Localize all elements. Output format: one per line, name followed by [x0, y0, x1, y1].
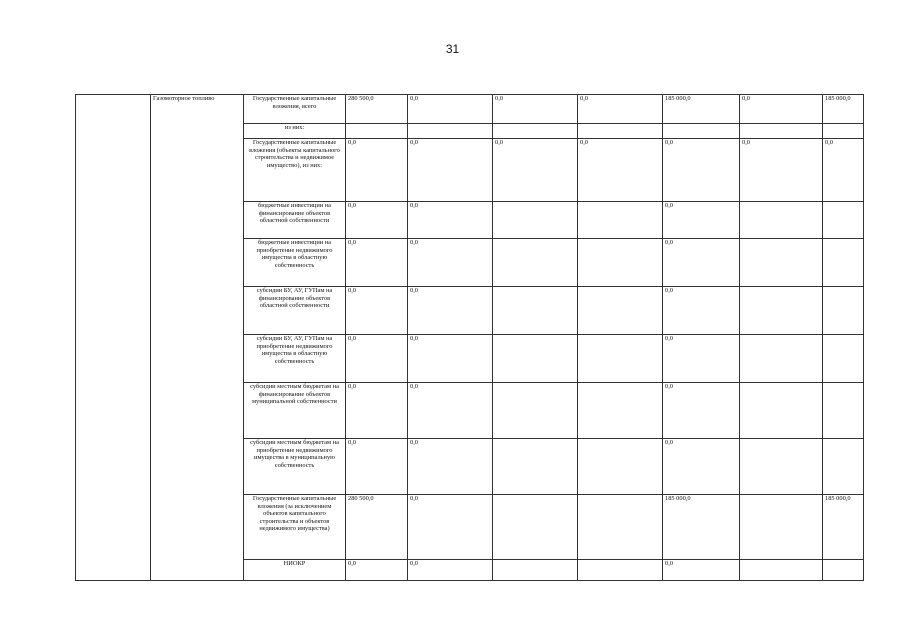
value-cell: 0,0: [346, 287, 408, 335]
program-label-cell: Газомоторное топливо: [151, 95, 244, 581]
value-cell: [740, 335, 823, 383]
value-cell: 0,0: [578, 139, 663, 202]
value-cell: 0,0: [346, 239, 408, 287]
value-cell: [823, 560, 864, 581]
funding-source-cell: субсидии БУ, АУ, ГУПам на приобретение недвижимого имущества в областную собственность: [244, 335, 346, 383]
funding-source-cell: Государственные капитальные вложения, всего: [244, 95, 346, 124]
blank-column-cell: [76, 95, 151, 581]
value-cell: 0,0: [408, 139, 493, 202]
value-cell: [823, 439, 864, 495]
value-cell: 0,0: [663, 287, 740, 335]
funding-source-cell: Государственные капитальные вложения (объекты капитального строительства и недвижимое имущество), из них:: [244, 139, 346, 202]
value-cell: 0,0: [493, 95, 578, 124]
value-cell: [740, 383, 823, 439]
value-cell: [493, 560, 578, 581]
value-cell: 0,0: [740, 139, 823, 202]
value-cell: 0,0: [408, 560, 493, 581]
value-cell: 0,0: [663, 439, 740, 495]
value-cell: 0,0: [408, 335, 493, 383]
value-cell: [578, 495, 663, 560]
value-cell: 0,0: [493, 139, 578, 202]
table-row: [76, 95, 864, 124]
value-cell: [823, 383, 864, 439]
value-cell: 0,0: [663, 560, 740, 581]
value-cell: 0,0: [663, 139, 740, 202]
value-cell: 0,0: [346, 139, 408, 202]
value-cell: [823, 239, 864, 287]
funding-source-cell: субсидии местным бюджетам на финансирование объектов муниципальной собственности: [244, 383, 346, 439]
value-cell: [823, 124, 864, 139]
value-cell: [823, 202, 864, 239]
value-cell: [740, 560, 823, 581]
value-cell: [578, 335, 663, 383]
value-cell: 0,0: [663, 335, 740, 383]
value-cell: [740, 239, 823, 287]
page-number: 31: [445, 42, 460, 56]
value-cell: 0,0: [408, 383, 493, 439]
value-cell: [493, 383, 578, 439]
value-cell: 0,0: [823, 139, 864, 202]
value-cell: [663, 124, 740, 139]
funding-source-cell: бюджетные инвестиции на финансирование объектов областной собственности: [244, 202, 346, 239]
value-cell: [493, 495, 578, 560]
value-cell: [740, 495, 823, 560]
funding-source-cell: субсидии местным бюджетам на приобретение недвижимого имущества в муниципальную собственность: [244, 439, 346, 495]
value-cell: [493, 335, 578, 383]
value-cell: [740, 439, 823, 495]
value-cell: 0,0: [408, 287, 493, 335]
value-cell: [493, 124, 578, 139]
value-cell: [408, 124, 493, 139]
value-cell: 0,0: [408, 239, 493, 287]
funding-source-cell: из них:: [244, 124, 346, 139]
value-cell: 0,0: [663, 239, 740, 287]
value-cell: 0,0: [408, 95, 493, 124]
value-cell: [578, 560, 663, 581]
value-cell: 185 000,0: [823, 495, 864, 560]
value-cell: [493, 202, 578, 239]
value-cell: 185 000,0: [663, 95, 740, 124]
value-cell: 0,0: [740, 95, 823, 124]
value-cell: [823, 335, 864, 383]
value-cell: 0,0: [346, 439, 408, 495]
funding-source-cell: субсидии БУ, АУ, ГУПам на финансирование объектов областной собственности: [244, 287, 346, 335]
funding-source-cell: Государственные капитальные вложения (за исключением объектов капитального строительства и объектов недвижимого имущества): [244, 495, 346, 560]
value-cell: [346, 124, 408, 139]
value-cell: [740, 202, 823, 239]
value-cell: 0,0: [346, 335, 408, 383]
value-cell: 0,0: [408, 439, 493, 495]
value-cell: [493, 239, 578, 287]
value-cell: 0,0: [346, 202, 408, 239]
funding-source-cell: бюджетные инвестиции на приобретение недвижимого имущества в областную собственность: [244, 239, 346, 287]
value-cell: [578, 287, 663, 335]
value-cell: [823, 287, 864, 335]
value-cell: 0,0: [663, 383, 740, 439]
value-cell: [578, 239, 663, 287]
value-cell: [578, 439, 663, 495]
value-cell: [493, 287, 578, 335]
value-cell: 280 500,0: [346, 95, 408, 124]
value-cell: 280 500,0: [346, 495, 408, 560]
budget-table: [75, 94, 864, 581]
value-cell: 0,0: [663, 202, 740, 239]
value-cell: [493, 439, 578, 495]
value-cell: [578, 124, 663, 139]
value-cell: 185 000,0: [823, 95, 864, 124]
value-cell: [578, 202, 663, 239]
value-cell: 0,0: [346, 383, 408, 439]
value-cell: 0,0: [408, 495, 493, 560]
value-cell: 185 000,0: [663, 495, 740, 560]
value-cell: [740, 124, 823, 139]
value-cell: [578, 383, 663, 439]
value-cell: 0,0: [408, 202, 493, 239]
value-cell: [740, 287, 823, 335]
funding-source-cell: НИОКР: [244, 560, 346, 581]
value-cell: 0,0: [346, 560, 408, 581]
value-cell: 0,0: [578, 95, 663, 124]
